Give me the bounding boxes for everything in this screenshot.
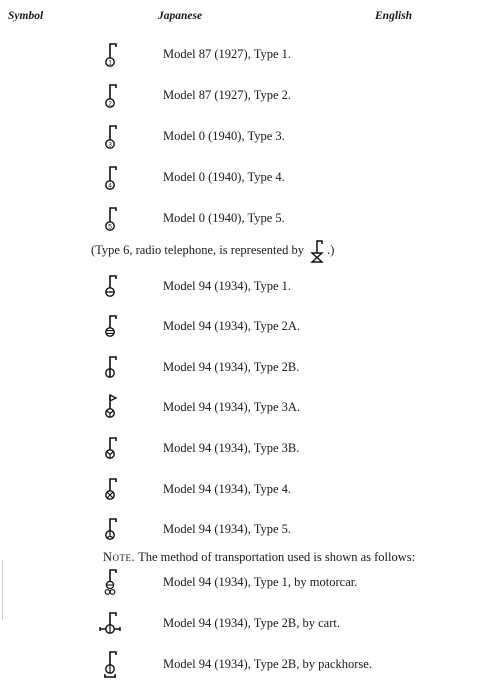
- list-item: [0, 650, 500, 678]
- row-label: Model 94 (1934), Type 2B, by packhorse.: [163, 657, 372, 671]
- symbol-type3-icon: [96, 122, 132, 150]
- row-label: Model 87 (1927), Type 2.: [163, 88, 292, 102]
- row-label: Model 94 (1934), Type 2A.: [163, 319, 301, 333]
- row-label: Model 94 (1934), Type 2B, by cart.: [163, 616, 340, 630]
- row-label: Model 94 (1934), Type 2B.: [163, 360, 300, 374]
- symbol-94-type3a-icon: [96, 393, 132, 421]
- row-label: Model 94 (1934), Type 3B.: [163, 441, 300, 455]
- list-item: [0, 81, 500, 109]
- header-japanese: Japanese: [158, 10, 203, 22]
- row-label: Model 94 (1934), Type 5.: [163, 522, 292, 536]
- note-transport-text: The method of transportation used is shown as follows:: [138, 550, 416, 564]
- list-item: [0, 393, 500, 421]
- cart-transport-icon: [96, 609, 132, 637]
- note-type6-text: (Type 6, radio telephone, is represented by: [91, 242, 304, 257]
- row-label: Model 87 (1927), Type 1.: [163, 47, 292, 61]
- list-item: [0, 122, 500, 150]
- svg-text:1: 1: [108, 59, 112, 67]
- symbol-94-type1-icon: [96, 272, 132, 300]
- symbol-94-type3b-icon: [96, 434, 132, 462]
- radio-telephone-icon: [309, 239, 325, 263]
- svg-text:4: 4: [108, 182, 112, 190]
- symbol-94-type5-icon: [96, 515, 132, 543]
- row-label: Model 94 (1934), Type 1, by motorcar.: [163, 575, 358, 589]
- list-item: [0, 475, 500, 503]
- symbol-type4-icon: [96, 163, 132, 191]
- row-label: Model 0 (1940), Type 5.: [163, 211, 285, 225]
- note-type6-close: .): [327, 242, 335, 257]
- row-label: Model 94 (1934), Type 4.: [163, 482, 292, 496]
- svg-text:5: 5: [108, 223, 112, 231]
- symbol-type1-icon: [96, 40, 132, 68]
- list-item: [0, 609, 500, 637]
- list-item: [0, 568, 500, 596]
- note-type6: [91, 239, 334, 263]
- symbol-94-type2b-icon: [96, 353, 132, 381]
- row-label: Model 94 (1934), Type 3A.: [163, 400, 301, 414]
- row-label: Model 0 (1940), Type 3.: [163, 129, 285, 143]
- svg-text:2: 2: [108, 100, 112, 108]
- list-item: [0, 163, 500, 191]
- list-item: [0, 272, 500, 300]
- list-item: [0, 434, 500, 462]
- header-english: English: [375, 10, 413, 22]
- note-transport: [103, 550, 415, 565]
- list-item: [0, 40, 500, 68]
- note-prefix: Note.: [103, 550, 136, 564]
- motorcar-transport-icon: [96, 568, 132, 596]
- list-item: [0, 353, 500, 381]
- list-item: [0, 515, 500, 543]
- list-item: [0, 312, 500, 340]
- symbol-94-type2a-icon: [96, 312, 132, 340]
- svg-text:3: 3: [108, 141, 112, 149]
- list-item: [0, 204, 500, 232]
- symbol-type5-icon: [96, 204, 132, 232]
- symbol-94-type4-icon: [96, 475, 132, 503]
- packhorse-transport-icon: [96, 650, 132, 678]
- symbol-type2-icon: [96, 81, 132, 109]
- row-label: Model 94 (1934), Type 1.: [163, 279, 292, 293]
- header-symbol: Symbol: [8, 10, 44, 22]
- scan-margin-mark: [2, 560, 3, 620]
- row-label: Model 0 (1940), Type 4.: [163, 170, 285, 184]
